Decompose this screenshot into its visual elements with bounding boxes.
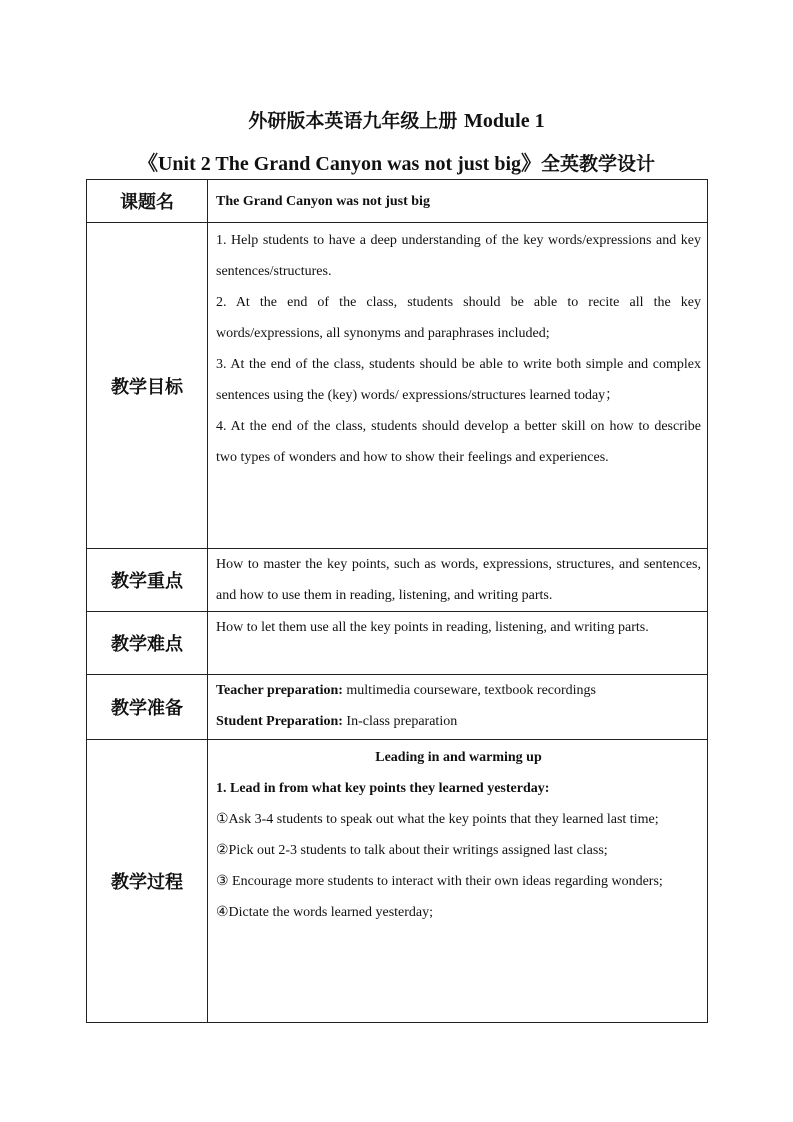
row-label-process: 教学过程 bbox=[87, 740, 208, 1023]
student-preparation-value: In-class preparation bbox=[342, 714, 458, 729]
topic-value: The Grand Canyon was not just big bbox=[208, 180, 708, 223]
table-row-topic bbox=[87, 180, 708, 223]
title-cn: 外研版本英语九年级上册 bbox=[248, 110, 458, 132]
teacher-preparation-label: Teacher preparation: bbox=[216, 683, 343, 698]
process-item: ③ Encourage more students to interact with their own ideas regarding wonders; bbox=[216, 874, 663, 889]
row-label-focus: 教学重点 bbox=[87, 549, 208, 612]
table-row-preparation bbox=[87, 675, 708, 740]
student-preparation-label: Student Preparation: bbox=[216, 714, 343, 729]
goal-item: 1. Help students to have a deep understanding of the key words/expressions and key sentences/structures. bbox=[216, 233, 701, 279]
table-row-focus bbox=[87, 549, 708, 612]
row-label-topic: 课题名 bbox=[87, 180, 208, 223]
process-step-title: 1. Lead in from what key points they learned yesterday: bbox=[216, 781, 550, 796]
difficulty-value: How to let them use all the key points in reading, listening, and writing parts. bbox=[208, 612, 708, 675]
process-item: ②Pick out 2-3 students to talk about their writings assigned last class; bbox=[216, 843, 608, 858]
row-label-preparation: 教学准备 bbox=[87, 675, 208, 740]
row-label-goals: 教学目标 bbox=[87, 223, 208, 549]
table-row-difficulty bbox=[87, 612, 708, 675]
title-unit: 《Unit 2 The Grand Canyon was not just big》 bbox=[137, 153, 542, 175]
teacher-preparation bbox=[216, 675, 701, 706]
table-row-goals bbox=[87, 223, 708, 549]
title-module: Module 1 bbox=[464, 110, 545, 132]
process-item: ①Ask 3-4 students to speak out what the key points that they learned last time; bbox=[216, 812, 659, 827]
title-design: 全英教学设计 bbox=[541, 153, 656, 175]
document-title-line-2 bbox=[0, 147, 793, 176]
lesson-plan-table bbox=[86, 179, 708, 1023]
document-title-line-1 bbox=[0, 106, 793, 133]
process-content bbox=[208, 740, 708, 1023]
process-item: ④Dictate the words learned yesterday; bbox=[216, 905, 434, 920]
focus-value: How to master the key points, such as words, expressions, structures, and sentences, and how to use them in reading, listening, and writing parts. bbox=[208, 549, 708, 612]
goals-content bbox=[208, 223, 708, 549]
goal-item: 2. At the end of the class, students should be able to recite all the key words/expressions, all synonyms and paraphrases included; bbox=[216, 295, 701, 341]
teacher-preparation-value: multimedia courseware, textbook recordings bbox=[342, 683, 596, 698]
goal-item: 3. At the end of the class, students should be able to write both simple and complex sentences using the (key) words/ expressions/structures learned today； bbox=[216, 357, 701, 403]
table-row-process bbox=[87, 740, 708, 1023]
student-preparation bbox=[216, 706, 701, 737]
preparation-content bbox=[208, 675, 708, 740]
row-label-difficulty: 教学难点 bbox=[87, 612, 208, 675]
goal-item: 4. At the end of the class, students should develop a better skill on how to describe two types of wonders and how to show their feelings and experiences. bbox=[216, 419, 701, 465]
process-section-title: Leading in and warming up bbox=[375, 750, 542, 765]
